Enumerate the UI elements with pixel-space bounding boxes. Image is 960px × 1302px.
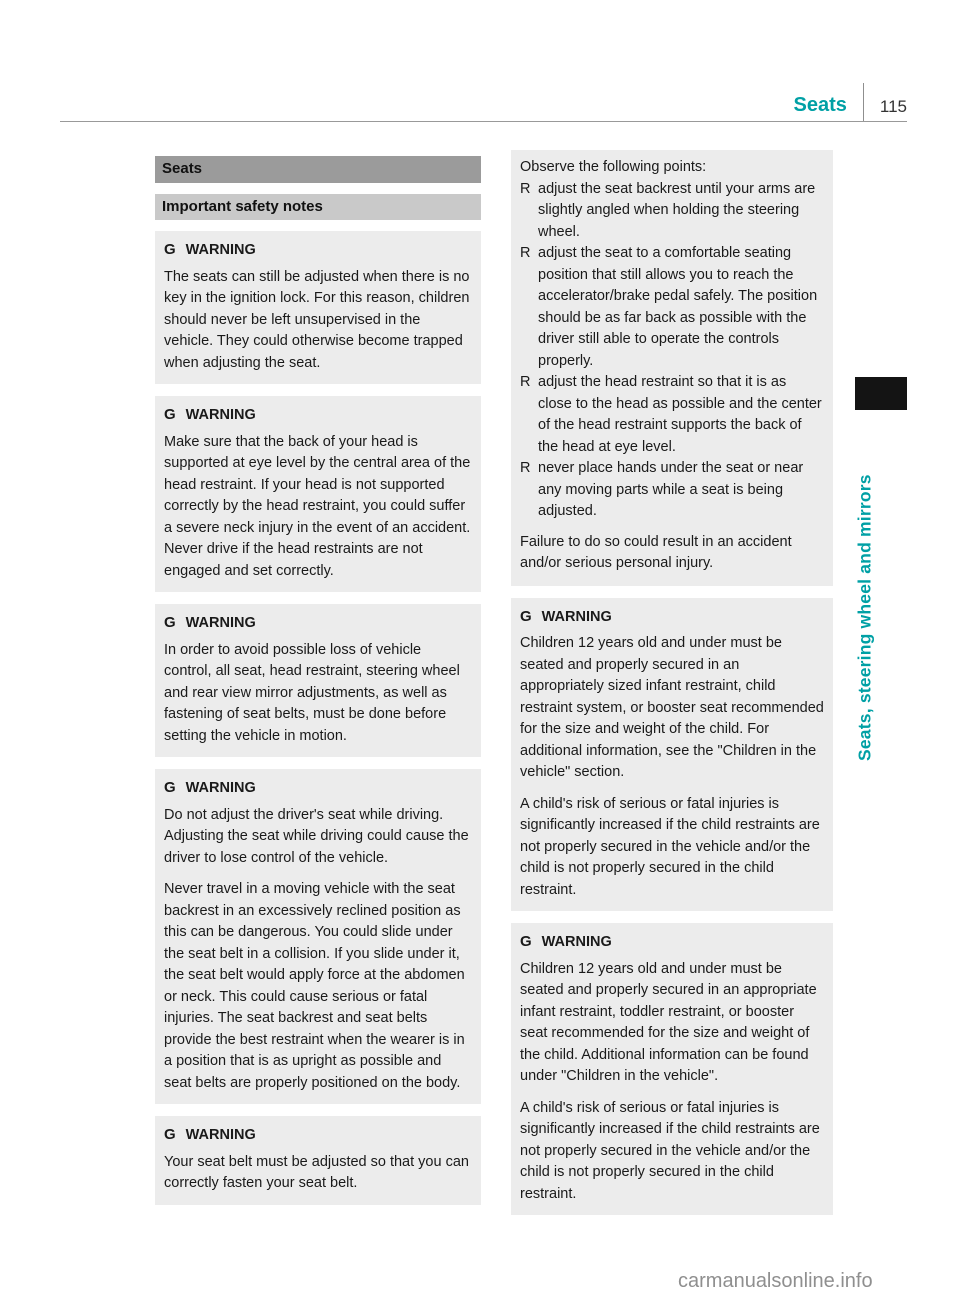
warning-label: WARNING [185, 242, 256, 258]
warning-label: WARNING [185, 780, 256, 796]
warning-text: Do not adjust the driver's seat while driving. Adjusting the seat while driving could cause the driver to lose control of the vehicle. [164, 806, 469, 866]
warning-text: The seats can still be adjusted when there is no key in the ignition lock. For this reason, children should never be left unsupervised in the vehicle. They could otherwise become trapped when adjusting the seat. [164, 268, 470, 371]
warning-triangle-icon: G [164, 406, 176, 423]
list-item [520, 243, 824, 372]
chapter-tab-marker [855, 377, 907, 410]
warning-box [511, 598, 833, 912]
warning-box [155, 604, 481, 757]
bullet-icon: R [520, 374, 531, 390]
warning-header [164, 403, 472, 427]
warning-label: WARNING [541, 934, 612, 950]
warning-text: Children 12 years old and under must be seated and properly secured in an appropriately sized infant restraint, child restraint system, or booster seat recommended for the size and weight of the child. For additional information, see the "Children in the vehicle" section. [520, 635, 824, 780]
warning-label: WARNING [185, 615, 256, 631]
bullet-text: adjust the seat to a comfortable seating position that still allows you to reach the accelerator/brake pedal safely. The position should be as far back as possible with the driver still able to operate the controls properly. [538, 245, 818, 369]
warning-text: In order to avoid possible loss of vehicle control, all seat, head restraint, steering wheel and rear view mirror adjustments, as well as fastening of seat belts, must be done before setting the vehicle in motion. [164, 641, 460, 744]
warning-triangle-icon: G [164, 241, 176, 258]
left-column [155, 156, 481, 1217]
bullet-text: never place hands under the seat or near any moving parts while a seat is being adjusted. [538, 460, 804, 519]
warning-header [164, 1123, 472, 1147]
right-column [511, 150, 833, 1227]
watermark-text: carmanualsonline.info [678, 1270, 873, 1292]
warning-box [155, 769, 481, 1104]
points-intro: Observe the following points: [520, 159, 707, 175]
bullet-text: adjust the seat backrest until your arms are slightly angled when holding the steering wheel. [538, 180, 816, 240]
warning-text: Never travel in a moving vehicle with the seat backrest in an excessively reclined position as this can be dangerous. You could slide under the seat belt in a collision. If you slide under it, the seat belt would apply force at the abdomen or neck. This could cause serious or fatal injuries. The seat backrest and seat belts provide the best restraint when the wearer is in a position that is as upright as possible and seat belts are properly positioned on the body. [164, 881, 465, 1091]
section-title: Seats [155, 156, 481, 183]
points-outro: Failure to do so could result in an accident and/or serious personal injury. [520, 533, 792, 571]
warning-box [155, 396, 481, 592]
warning-text: Children 12 years old and under must be seated and properly secured in an appropriate infant restraint, toddler restraint, or booster seat recommended for the size and weight of the child. Additional information can be found under "Children in the vehicle". [520, 960, 817, 1084]
warning-text: A child's risk of serious or fatal injuries is significantly increased if the child restraints are not properly secured in the vehicle and/or the child is not properly secured in the child restraint. [520, 1099, 820, 1202]
warning-label: WARNING [541, 608, 612, 625]
list-item [520, 458, 824, 523]
page-number: 115 [879, 97, 907, 116]
list-item [520, 372, 824, 458]
warning-label: WARNING [185, 407, 256, 423]
points-box [511, 150, 833, 586]
bullet-icon: R [520, 180, 531, 197]
warning-header [520, 605, 824, 629]
warning-triangle-icon: G [520, 933, 532, 950]
warning-label: WARNING [185, 1127, 256, 1143]
warning-header [520, 930, 824, 954]
warning-box [511, 923, 833, 1215]
header-section-title: Seats [793, 94, 847, 116]
warning-text: Your seat belt must be adjusted so that you can correctly fasten your seat belt. [164, 1153, 469, 1191]
chapter-side-label: Seats, steering wheel and mirrors [854, 474, 875, 762]
warning-triangle-icon: G [164, 1126, 176, 1143]
warning-box [155, 231, 481, 384]
warning-header [164, 776, 472, 800]
header-rule [60, 121, 907, 122]
warning-text: Make sure that the back of your head is supported at eye level by the central area of the head restraint. If your head is not supported correctly by the head restraint, you could suffer a severe neck injury in the event of an accident. Never drive if the head restraints are not engaged and set correctly. [164, 433, 471, 579]
warning-triangle-icon: G [164, 614, 176, 631]
subsection-title: Important safety notes [155, 194, 481, 221]
warning-box [155, 1116, 481, 1205]
bullet-text: adjust the head restraint so that it is as close to the head as possible and the center of the head restraint supports the back of the head at eye level. [538, 374, 822, 455]
list-item [520, 179, 824, 244]
bullet-icon: R [520, 460, 531, 476]
bullet-icon: R [520, 245, 531, 261]
warning-triangle-icon: G [520, 607, 532, 625]
warning-text: A child's risk of serious or fatal injuries is significantly increased if the child restraints are not properly secured in the vehicle and/or the child is not properly secured in the child restraint. [520, 795, 820, 898]
warning-header [164, 611, 472, 635]
page-header [60, 83, 907, 122]
warning-triangle-icon: G [164, 779, 176, 796]
header-divider [863, 83, 864, 122]
warning-header [164, 238, 472, 262]
